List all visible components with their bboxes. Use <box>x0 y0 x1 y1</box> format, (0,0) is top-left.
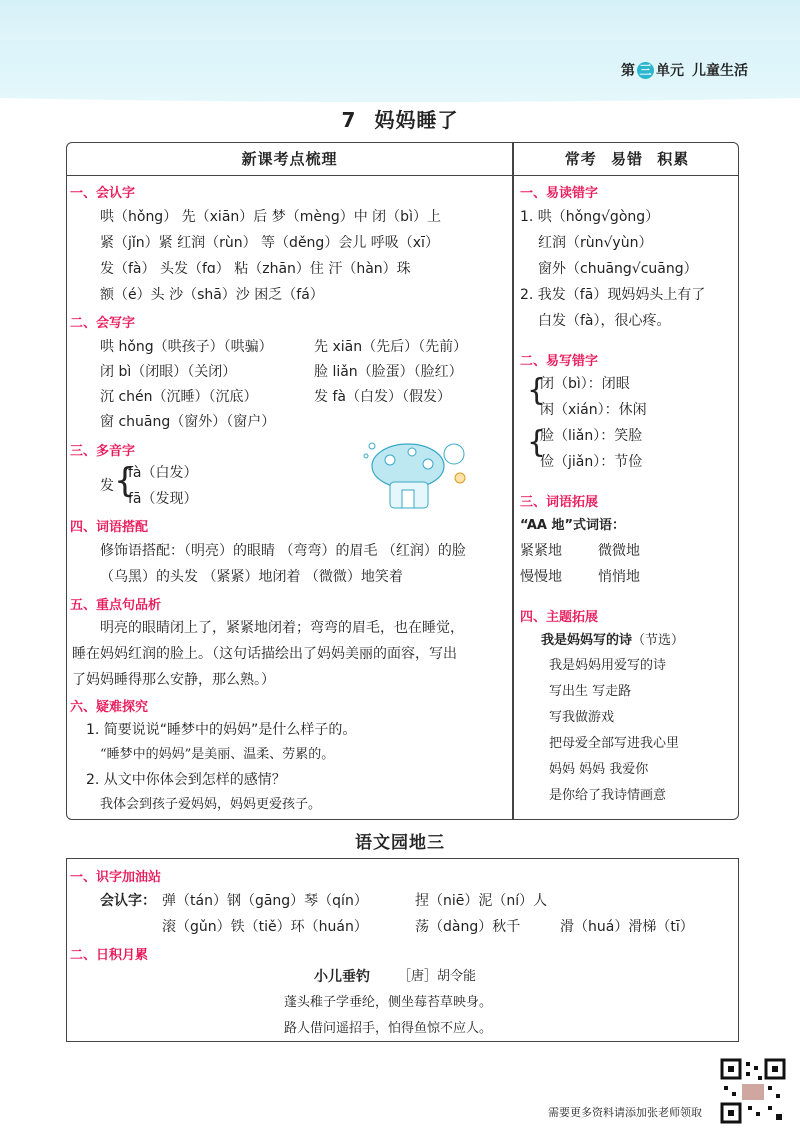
poem-line: 是你给了我诗情画意 <box>549 788 667 803</box>
brace-icon: { <box>114 461 136 501</box>
literacy-item: 荡（dàng）秋千 <box>415 919 521 935</box>
polyphone-reading: fà（白发） <box>128 465 198 481</box>
literacy-item: 弹（tán）钢（gāng）琴（qín） <box>162 893 368 909</box>
inquiry-question: 2. 从文中你体会到怎样的感情？ <box>86 772 286 788</box>
write-item: 窗 chuāng（窗外）（窗户） <box>100 414 276 430</box>
polyphone-char: 发 <box>100 478 114 494</box>
write-item: 先 xiān（先后）（先前） <box>314 339 468 355</box>
unit-name: 儿童生活 <box>692 63 748 79</box>
write-item: 沉 chén（沉睡）（沉底） <box>100 389 258 405</box>
aa-word: 悄悄地 <box>598 569 640 585</box>
garden-box <box>66 858 739 1042</box>
aa-word: 慢慢地 <box>520 569 562 585</box>
section-title-misread: 一、易读错字 <box>520 186 599 201</box>
poem-line: 写我做游戏 <box>549 710 615 725</box>
miswrite-item: 脸（liǎn）：笑脸 <box>540 428 643 444</box>
lesson-name: 妈妈睡了 <box>374 108 459 132</box>
section-title-polyphone: 三、多音字 <box>70 444 136 459</box>
ancient-poem-line: 蓬头稚子学垂纶，侧坐莓苔草映身。 <box>284 995 493 1010</box>
lesson-number: 7 <box>341 108 357 132</box>
write-item: 哄 hǒng（哄孩子）（哄骗） <box>100 339 273 355</box>
section-title-daily-accumulation: 二、日积月累 <box>70 948 149 963</box>
mushroom-house-illustration <box>350 434 480 514</box>
lesson-title <box>0 104 800 133</box>
unit-prefix: 第 <box>621 63 635 79</box>
misread-line: 窗外（chuāng√cuāng） <box>538 261 698 277</box>
poem-title <box>541 631 684 651</box>
section-title-inquiry: 六、疑难探究 <box>70 700 149 715</box>
polyphone-reading: fā（发现） <box>128 491 198 507</box>
poem-line: 写出生 写走路 <box>549 684 632 699</box>
literacy-item: 滚（gǔn）铁（tiě）环（huán） <box>162 919 368 935</box>
key-sentence-line: 了妈妈睡得那么安静，那么熟。） <box>72 672 275 688</box>
ancient-poem-title: 小儿垂钓 <box>314 969 370 985</box>
poem-title-note: （节选） <box>632 633 685 648</box>
section-title-word-expansion: 三、词语拓展 <box>520 495 599 510</box>
misread-line: 2. 我发（fā）现妈妈头上有了 <box>520 287 706 303</box>
section-title-miswrite: 二、易写错字 <box>520 354 599 369</box>
write-item: 脸 liǎn（脸蛋）（脸红） <box>314 364 463 380</box>
miswrite-item: 闭（bì）：闭眼 <box>540 376 630 392</box>
key-sentence-line: 睡在妈妈红润的脸上。（这句话描绘出了妈妈美丽的面容，写出 <box>72 646 457 662</box>
poem-line: 把母爱全部写进我心里 <box>549 736 680 751</box>
section-title-key-sentence: 五、重点句品析 <box>70 598 162 613</box>
qr-code-icon <box>720 1058 786 1124</box>
aa-word: 紧紧地 <box>520 543 562 559</box>
poem-line: 我是妈妈用爱写的诗 <box>549 658 667 673</box>
word-expansion-subtitle: “AA 地”式词语： <box>520 518 626 533</box>
ancient-poem-author: ［唐］胡令能 <box>398 969 477 984</box>
misread-line: 白发（fà），很心疼。 <box>538 313 671 329</box>
write-item: 发 fà（白发）（假发） <box>314 389 451 405</box>
left-column-title: 新课考点梳理 <box>241 150 338 168</box>
poem-title-text: 我是妈妈写的诗 <box>541 633 633 648</box>
poem-line: 妈妈 妈妈 我爱你 <box>549 762 649 777</box>
misread-line: 红润（rùn√yùn） <box>538 235 653 251</box>
footer-note: 需要更多资料请添加张老师领取 <box>548 1106 702 1119</box>
ancient-poem-line: 路人借问遥招手，怕得鱼惊不应人。 <box>284 1021 493 1036</box>
misread-line: 1. 哄（hǒng√gòng） <box>520 209 660 225</box>
inquiry-question: 1. 简要说说“睡梦中的妈妈”是什么样子的。 <box>86 722 357 738</box>
column-divider <box>512 143 514 819</box>
aa-word: 微微地 <box>598 543 640 559</box>
literacy-item: 捏（niē）泥（ní）人 <box>415 893 548 909</box>
literacy-label: 会认字： <box>100 893 156 909</box>
section-title-collocation: 四、词语搭配 <box>70 520 149 535</box>
key-sentence-line: 明亮的眼睛闭上了，紧紧地闭着；弯弯的眉毛，也在睡觉， <box>100 620 464 636</box>
garden-title: 语文园地三 <box>355 833 445 853</box>
miswrite-item: 闲（xián）：休闲 <box>540 402 647 418</box>
recognize-line: 哄（hǒng） 先（xiān）后 梦（mèng）中 闭（bì）上 <box>100 209 441 225</box>
recognize-line: 紧（jǐn）紧 红润（rùn） 等（děng）会儿 呼吸（xī） <box>100 235 439 251</box>
literacy-item: 滑（huá）滑梯（tī） <box>560 919 694 935</box>
collocation-line: 修饰语搭配：（明亮）的眼睛 （弯弯）的眉毛 （红润）的脸 <box>100 543 466 559</box>
right-column-title: 常考 易错 积累 <box>564 150 690 168</box>
write-item: 闭 bì（闭眼）（关闭） <box>100 364 237 380</box>
unit-number-badge: 三 <box>637 62 654 79</box>
recognize-line: 额（é）头 沙（shā）沙 困乏（fá） <box>100 287 324 303</box>
inquiry-answer: 我体会到孩子爱妈妈，妈妈更爱孩子。 <box>100 797 322 812</box>
brace-icon: { <box>527 425 547 460</box>
brace-icon: { <box>527 373 547 408</box>
unit-tag <box>621 60 748 80</box>
miswrite-item: 俭（jiǎn）：节俭 <box>540 454 643 470</box>
section-title-literacy: 一、识字加油站 <box>70 870 162 885</box>
unit-suffix: 单元 <box>656 63 684 79</box>
collocation-line: （乌黑）的头发 （紧紧）地闭着 （微微）地笑着 <box>100 569 403 585</box>
section-title-theme-expansion: 四、主题拓展 <box>520 610 599 625</box>
section-title-write: 二、会写字 <box>70 316 136 331</box>
section-title-recognize: 一、会认字 <box>70 186 136 201</box>
recognize-line: 发（fà） 头发（fɑ） 粘（zhān）住 汗（hàn）珠 <box>100 261 411 277</box>
inquiry-answer: “睡梦中的妈妈”是美丽、温柔、劳累的。 <box>100 747 335 762</box>
